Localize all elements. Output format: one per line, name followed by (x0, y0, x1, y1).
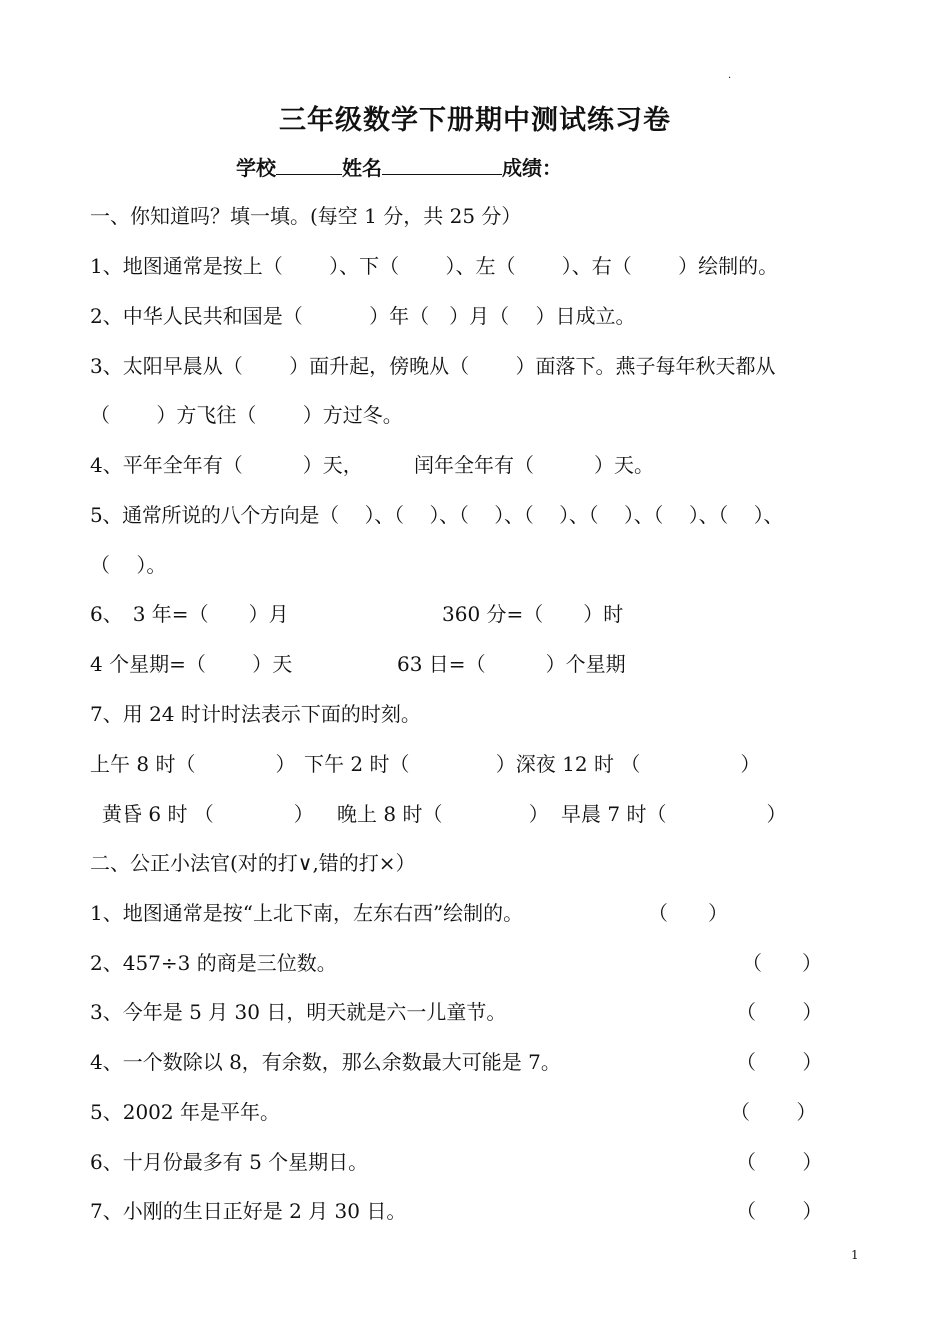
question-1-6-part-1: 6、 3 年=（ ）月 (90, 602, 289, 626)
judge-answer-4[interactable]: （ ） (736, 1050, 823, 1074)
page-title: 三年级数学下册期中测试练习卷 (279, 105, 671, 136)
stray-dot: · (728, 73, 732, 84)
question-1-1: 1、地图通常是按上（ ）、下（ ）、左（ ）、右（ ）绘制的。 (90, 254, 779, 278)
section-2-heading: 二、公正小法官(对的打∨,错的打×） (90, 851, 416, 875)
question-1-5-line-1: 5、通常所说的八个方向是（ ）、（ ）、（ ）、（ ）、（ ）、（ ）、（ ）、 (90, 503, 784, 527)
judge-answer-6[interactable]: （ ） (736, 1150, 823, 1174)
question-1-7-item-c: 黄昏 6 时 （ ） (102, 802, 314, 826)
judge-answer-5[interactable]: （ ） (730, 1100, 817, 1124)
judge-item-7: 7、小刚的生日正好是 2 月 30 日。 (90, 1199, 407, 1223)
question-1-7-item-e: 早晨 7 时（ ） (561, 802, 787, 826)
section-1-heading: 一、你知道吗？填一填。(每空 1 分，共 25 分） (90, 204, 522, 228)
question-1-3-line-1: 3、太阳早晨从（ ）面升起，傍晚从（ ）面落下。燕子每年秋天都从 (90, 354, 776, 378)
school-label: 学校 (236, 156, 276, 180)
question-1-7: 7、用 24 时计时法表示下面的时刻。 (90, 702, 421, 726)
page-number: 1 (851, 1248, 859, 1262)
name-blank[interactable] (382, 154, 502, 175)
judge-answer-2[interactable]: （ ） (742, 951, 822, 975)
question-1-7-item-b: 下午 2 时（ ）深夜 12 时 （ ） (304, 752, 761, 776)
judge-item-1: 1、地图通常是按“上北下南，左东右西”绘制的。 (90, 901, 524, 925)
question-1-4-part-1: 4、平年全年有（ ）天， (90, 453, 363, 477)
judge-item-2: 2、457÷3 的商是三位数。 (90, 951, 337, 975)
judge-item-5: 5、2002 年是平年。 (90, 1100, 280, 1124)
question-1-5-line-2: （ ）。 (90, 553, 167, 577)
judge-answer-1[interactable]: （ ） (648, 901, 728, 925)
judge-item-3: 3、今年是 5 月 30 日，明天就是六一儿童节。 (90, 1000, 507, 1024)
question-1-7-item-d: 晚上 8 时（ ） (337, 802, 549, 826)
question-1-7-item-a: 上午 8 时（ ） (90, 752, 296, 776)
judge-answer-3[interactable]: （ ） (736, 1000, 823, 1024)
name-label: 姓名 (342, 156, 382, 180)
student-info-line (236, 152, 562, 181)
question-1-4-part-2: 闰年全年有（ ）天。 (414, 453, 654, 477)
question-1-6-part-2: 360 分=（ ）时 (442, 602, 624, 626)
score-label: 成绩： (502, 156, 562, 180)
question-1-6-part-3: 4 个星期=（ ）天 (90, 652, 293, 676)
judge-answer-7[interactable]: （ ） (736, 1199, 823, 1223)
question-1-6-part-4: 63 日=（ ）个星期 (397, 652, 626, 676)
question-1-3-line-2: （ ）方飞往（ ）方过冬。 (90, 403, 403, 427)
judge-item-6: 6、十月份最多有 5 个星期日。 (90, 1150, 369, 1174)
school-blank[interactable] (276, 154, 342, 175)
question-1-2: 2、中华人民共和国是（ ）年（ ）月（ ）日成立。 (90, 304, 636, 328)
judge-item-4: 4、一个数除以 8，有余数，那么余数最大可能是 7。 (90, 1050, 561, 1074)
